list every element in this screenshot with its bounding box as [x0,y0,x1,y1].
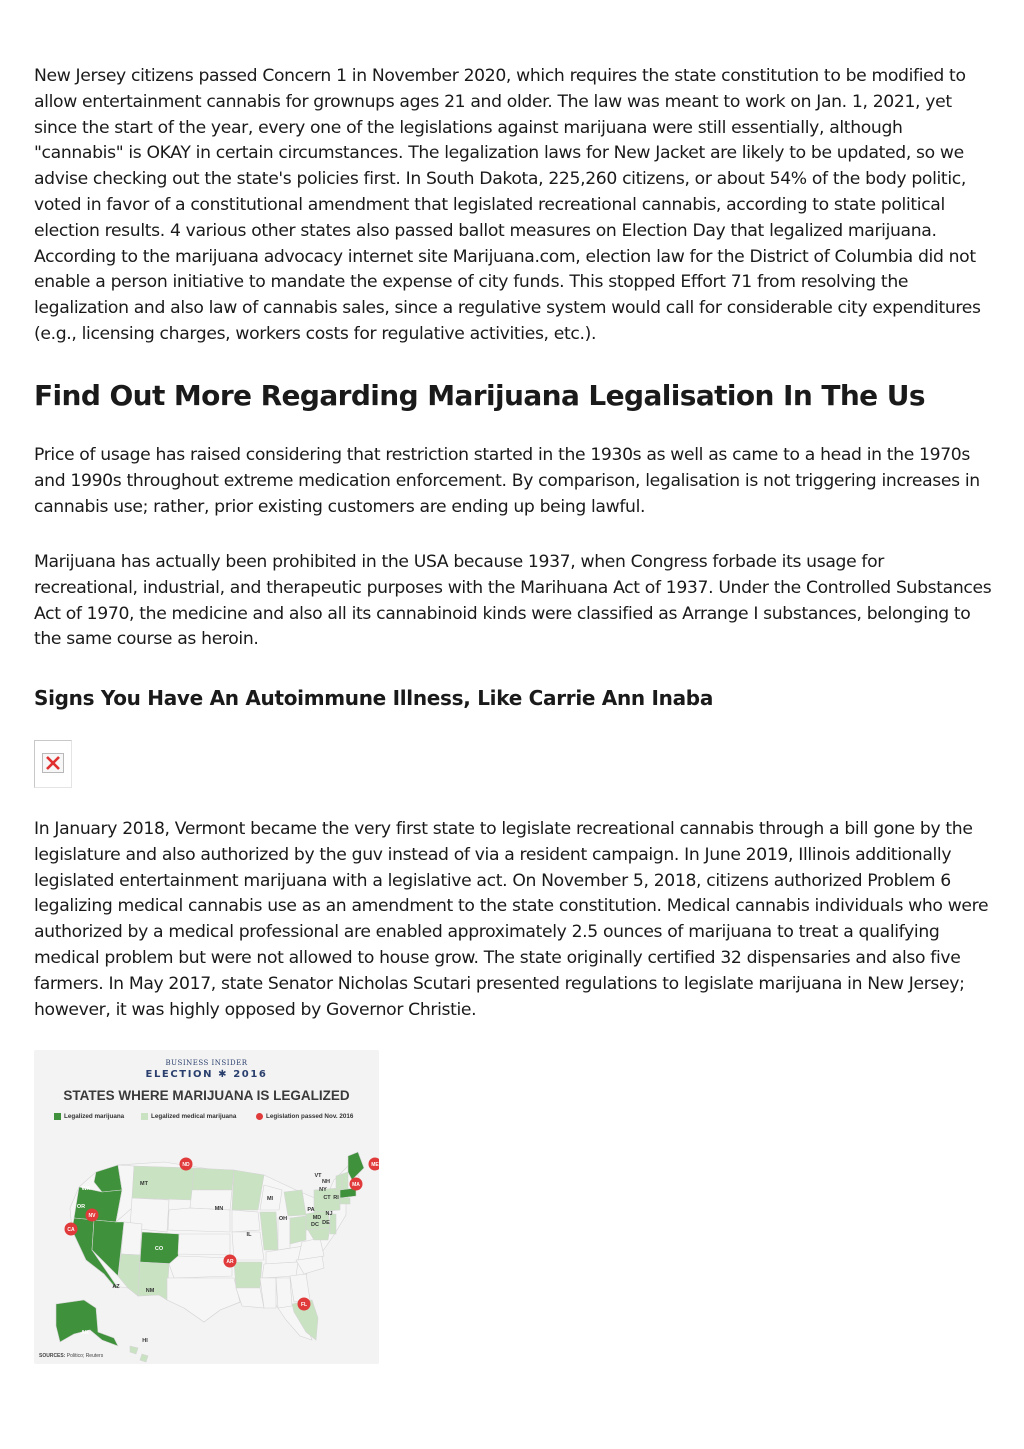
state-label: OR [76,1204,86,1210]
sources-text: Politico; Reuters [66,1353,104,1359]
state-nm [138,1262,169,1300]
state-label: NH [322,1179,330,1185]
state-label: CA [67,1227,75,1233]
subsection-heading: Signs You Have An Autoimmune Illness, Like Carrie Ann Inaba [34,686,714,710]
state-label: DC [311,1222,319,1228]
state-la [236,1288,264,1308]
state-label: RI [333,1195,339,1201]
state-ia [232,1210,260,1232]
state-label: MI [266,1196,274,1202]
state-label: AK [81,1330,89,1336]
state-label: OH [278,1216,288,1222]
state-oh [290,1216,306,1244]
state-label: IL [246,1232,252,1238]
state-label: MT [140,1181,148,1187]
state-az [118,1254,140,1296]
state-label: ME [371,1162,379,1168]
us-map [34,1050,379,1364]
state-label: MA [352,1182,360,1188]
state-vt [336,1174,342,1190]
state-label: PA [307,1207,315,1213]
section-heading: Find Out More Regarding Marijuana Legalisation In The Us [34,379,925,412]
state-ar [234,1262,262,1288]
state-label: NY [319,1187,327,1193]
state-label: DE [322,1220,330,1226]
state-ok [169,1256,232,1278]
infographic-title: STATES WHERE MARIJUANA IS LEGALIZED [63,1088,350,1103]
state-me [348,1152,364,1180]
state-label: CT [323,1195,331,1201]
state-ct-ri [340,1198,350,1204]
state-label: HI [142,1338,148,1344]
broken-image-icon [34,740,72,788]
state-label: FL [300,1302,308,1308]
state-al [276,1278,292,1308]
state-mi [284,1190,306,1216]
state-hi [130,1346,148,1362]
state-label: AZ [112,1284,120,1290]
state-in [278,1218,290,1250]
state-label: ND [182,1162,190,1168]
legend-label: Legislation passed Nov. 2016 [266,1113,354,1120]
sources-label: SOURCES: [39,1353,66,1359]
paragraph: Price of usage has raised considering that restriction started in the 1930s as well as came to a head in the 1970s and 1990s throughout extreme medication enforcement. By comparison, legalisation is not triggering increases in cannabis use; rather, prior existing customers are ending up being lawful. [34,445,980,517]
state-tx [167,1278,240,1322]
state-label: VT [314,1173,322,1179]
state-nh [342,1172,348,1190]
state-nj [330,1214,336,1234]
legend-label: Legalized medical marijuana [151,1113,237,1120]
state-ak [56,1300,118,1346]
state-ks [178,1234,230,1255]
brand-name: BUSINESS INSIDER [165,1059,248,1067]
paragraph: In January 2018, Vermont became the very first state to legislate recreational cannabis through a bill gone by the legislature and also authorized by the guv instead of via a resident campaign. In June 2019, Illinois additionally legislated entertainment marijuana with a legislative act. On November 5, 2018, citizens authorized Problem 6 legalizing medical cannabis use as an amendment to the state constitution. Medical cannabis individuals who were authorized by a medical professional are enabled approximately 2.5 ounces of marijuana to treat a qualifying medical problem but were not allowed to house grow. The state originally certified 32 dispensaries and also five farmers. In May 2017, state Senator Nicholas Scutari presented regulations to legislate marijuana in New Jersey; however, it was highly opposed by Governor Christie. [34,819,989,1020]
state-label: WA [81,1186,91,1192]
state-label: MN [214,1206,224,1212]
state-mn [232,1170,264,1210]
state-nd [192,1168,234,1190]
state-sd [190,1190,232,1210]
paragraph: New Jersey citizens passed Concern 1 in November 2020, which requires the state constitution to be modified to allow entertainment cannabis for grownups ages 21 and older. The law was meant to work on Jan. 1, 2021, yet since the start of the year, every one of the legislations against marijuana were still essentially, although "cannabis" is OKAY in certain circumstances. The legalization laws for New Jacket are likely to be updated, so we advise checking out the state's policies first. In South Dakota, 225,260 citizens, or about 54% of the body politic, voted in favor of a constitutional amendment that legislated recreational cannabis, according to state political election results. 4 various other states also passed ballot measures on Election Day that legalized marijuana. According to the marijuana advocacy internet site Marijuana.com, election law for the District of Columbia did not enable a person initiative to mandate the expense of city funds. This stopped Effort 71 from resolving the legalization and also law of cannabis sales, since a regulative system would call for considerable city expenditures (e.g., licensing charges, workers costs for regulative activities, etc.). [34,66,981,344]
election-banner: ELECTION ✱ 2016 [145,1069,268,1080]
state-label: NM [145,1288,155,1294]
state-ut [121,1222,142,1255]
state-label: NV [88,1213,96,1219]
state-label: NJ [325,1211,333,1217]
paragraph: Marijuana has actually been prohibited in the USA because 1937, when Congress forbade its usage for recreational, industrial, and therapeutic purposes with the Marihuana Act of 1937. Under the Controlled Substances Act of 1970, the medicine and also all its cannabinoid kinds were classified as Arrange I substances, belonging to the same course as heroin. [34,552,992,650]
sources-note [39,1353,103,1359]
legend-label: Legalized marijuana [64,1113,125,1120]
state-label: AR [226,1259,234,1265]
state-label: CO [154,1246,164,1252]
legalization-map-infographic [34,1050,379,1364]
state-label: MD [312,1215,322,1221]
